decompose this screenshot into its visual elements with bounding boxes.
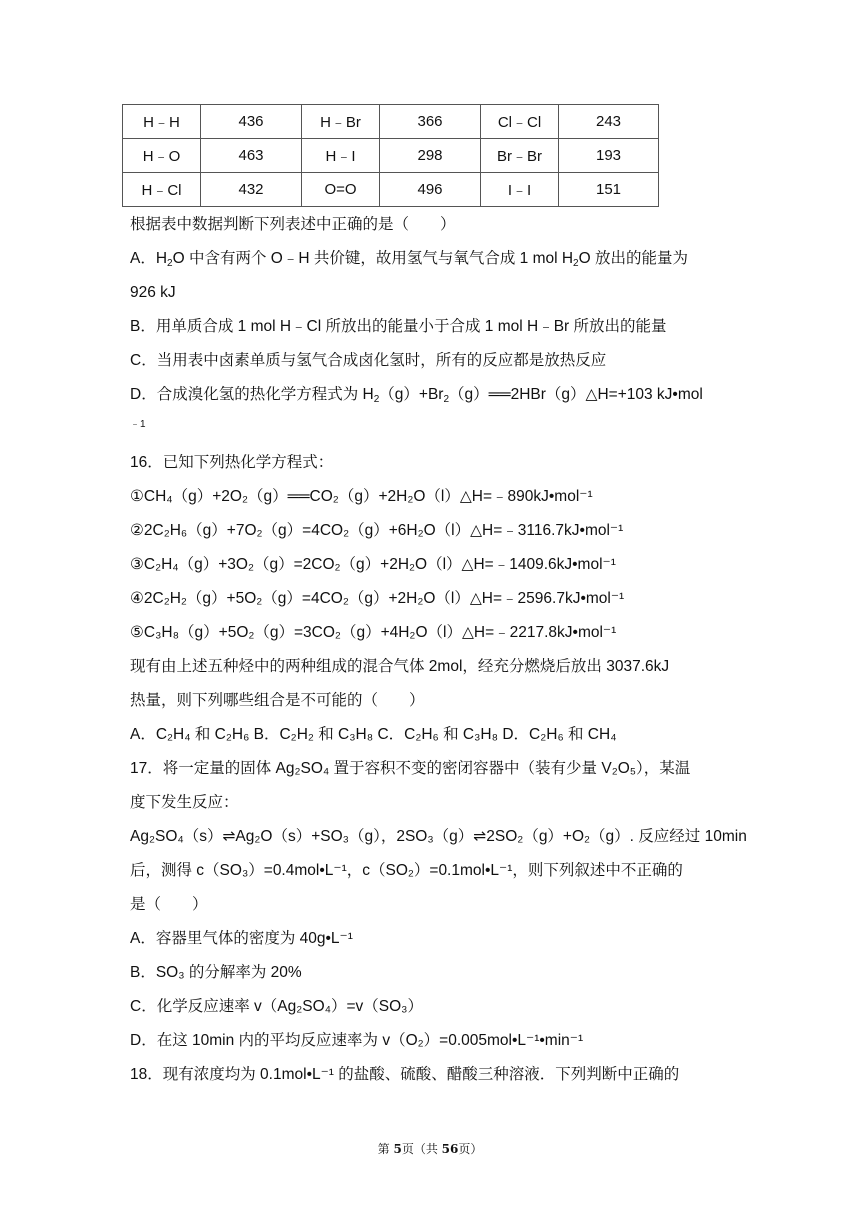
table-cell: I﹣I [481, 173, 559, 207]
q17-option-b: B．SO₃ 的分解率为 20% [130, 964, 302, 981]
q16-equation-5: ⑤C₃H₈（g）+5O₂（g）=3CO₂（g）+4H₂O（l）△H=﹣2217.8kJ•mol⁻¹ [130, 624, 617, 641]
table-cell: 496 [380, 173, 481, 207]
q17-option-d: D．在这 10min 内的平均反应速率为 v（O₂）=0.005mol•L⁻¹•min⁻¹ [130, 1032, 584, 1049]
q18-line-1: 18．现有浓度均为 0.1mol•L⁻¹ 的盐酸、硫酸、醋酸三种溶液．下列判断中正确的 [130, 1066, 680, 1083]
table-cell: H﹣H [123, 105, 201, 139]
table-row [123, 139, 659, 173]
q16-paragraph-1: 现有由上述五种烃中的两种组成的混合气体 2mol，经充分燃烧后放出 3037.6kJ [130, 658, 670, 675]
page-number: 5 [393, 1142, 402, 1156]
q16-stem: 16．已知下列热化学方程式： [130, 454, 334, 471]
q16-equation-3: ③C₂H₄（g）+3O₂（g）=2CO₂（g）+2H₂O（l）△H=﹣1409.6kJ•mol⁻¹ [130, 556, 616, 573]
q17-line-5: 是（ ） [130, 896, 208, 913]
q15-option-b: B．用单质合成 1 mol H﹣Cl 所放出的能量小于合成 1 mol H﹣Br 所放出的能量 [130, 318, 667, 335]
q16-options: A．C₂H₄ 和 C₂H₆ B．C₂H₂ 和 C₃H₈ C．C₂H₆ 和 C₃H₈ D．C₂H₆ 和 CH₄ [130, 726, 617, 743]
q17-option-c: C．化学反应速率 v（Ag₂SO₄）=v（SO₃） [130, 998, 423, 1015]
table-cell: Cl﹣Cl [481, 105, 559, 139]
page-footer: 第 5页（共 56页） [377, 1142, 483, 1156]
table-cell: H﹣Br [302, 105, 380, 139]
table-cell: 366 [380, 105, 481, 139]
table-cell: 193 [559, 139, 659, 173]
q17-line-3: Ag₂SO₄（s）⇌Ag₂O（s）+SO₃（g），2SO₃（g）⇌2SO₂（g）+O₂（g）. 反应经过 10min [130, 828, 747, 845]
table-cell: H﹣O [123, 139, 201, 173]
table-row [123, 105, 659, 139]
q15-stem: 根据表中数据判断下列表述中正确的是（ ） [130, 216, 456, 233]
table-cell: 243 [559, 105, 659, 139]
table-cell: 298 [380, 139, 481, 173]
table-cell: 463 [201, 139, 302, 173]
q17-line-4: 后，测得 c（SO₃）=0.4mol•L⁻¹，c（SO₂）=0.1mol•L⁻¹，则下列叙述中不正确的 [130, 862, 683, 879]
q17-line-2: 度下发生反应： [130, 794, 239, 811]
bond-energy-table [122, 104, 659, 207]
q15-option-d: D．合成溴化氢的热化学方程式为 $H_2(g)+Br_2(g)══2HBr(g)\triangle H=+103$ kJ•mol [130, 386, 703, 405]
table-cell: 436 [201, 105, 302, 139]
q16-equation-2: ②2C₂H₆（g）+7O₂（g）=4CO₂（g）+6H₂O（l）△H=﹣3116.7kJ•mol⁻¹ [130, 522, 624, 539]
q15-option-a: A．$H_2O$ 中含有两个 O﹣H 共价键，故用氢气与氧气合成 1 mol $H_2O$ 放出的能量为 [130, 250, 688, 269]
q16-equation-1: ①CH₄（g）+2O₂（g）══CO₂（g）+2H₂O（l）△H=﹣890kJ•mol⁻¹ [130, 488, 593, 505]
table-cell: 151 [559, 173, 659, 207]
total-pages: 56 [441, 1142, 459, 1156]
q17-option-a: A．容器里气体的密度为 40g•L⁻¹ [130, 930, 353, 947]
table-cell: 432 [201, 173, 302, 207]
q16-paragraph-2: 热量，则下列哪些组合是不可能的（ ） [130, 692, 425, 709]
table-row [123, 173, 659, 207]
table-cell: Br﹣Br [481, 139, 559, 173]
q15-option-d-exponent: ﹣1 [130, 419, 146, 430]
q15-option-a-cont: 926 kJ [130, 284, 176, 301]
table-cell: O=O [302, 173, 380, 207]
q17-line-1: 17．将一定量的固体 Ag₂SO₄ 置于容积不变的密闭容器中（装有少量 V₂O₅），某温 [130, 760, 691, 777]
table-cell: H﹣Cl [123, 173, 201, 207]
table-cell: H﹣I [302, 139, 380, 173]
q16-equation-4: ④2C₂H₂（g）+5O₂（g）=4CO₂（g）+2H₂O（l）△H=﹣2596.7kJ•mol⁻¹ [130, 590, 625, 607]
q15-option-c: C．当用表中卤素单质与氢气合成卤化氢时，所有的反应都是放热反应 [130, 352, 607, 369]
